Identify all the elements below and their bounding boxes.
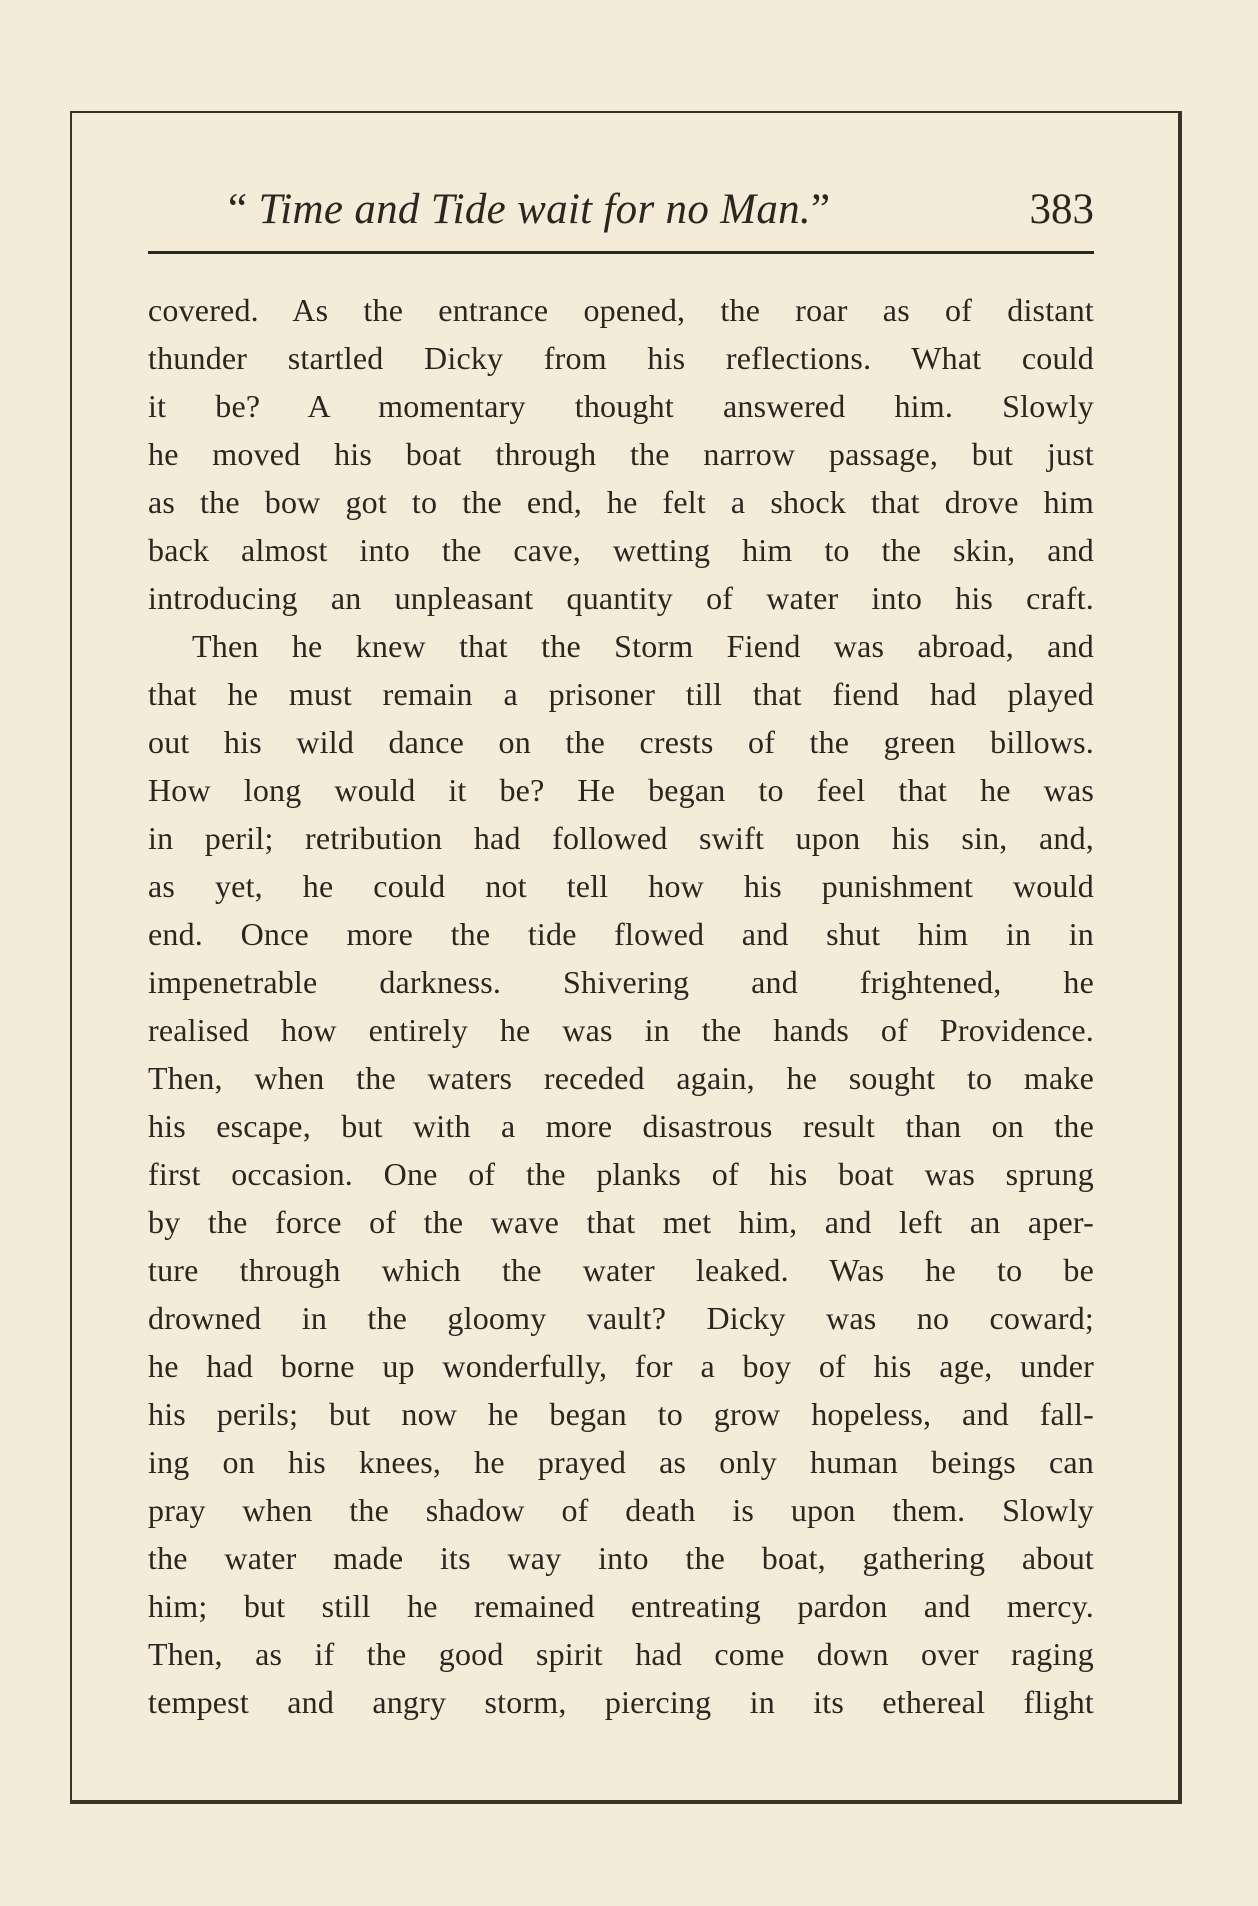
text-line: his escape, but with a more disastrous result than on the [148,1108,1094,1144]
text-line: as yet, he could not tell how his punishment would [148,868,1094,904]
text-line: end. Once more the tide flowed and shut him in in [148,916,1094,952]
text-line: the water made its way into the boat, gathering about [148,1540,1094,1576]
text-line: drowned in the gloomy vault? Dicky was no coward; [148,1300,1094,1336]
text-line: covered. As the entrance opened, the roar as of distant [148,292,1094,328]
page-number: 383 [1029,186,1094,233]
text-line: he had borne up wonderfully, for a boy of his age, under [148,1348,1094,1384]
text-line: in peril; retribution had followed swift upon his sin, and, [148,820,1094,856]
text-line: Then, when the waters receded again, he sought to make [148,1060,1094,1096]
text-line: first occasion. One of the planks of his boat was sprung [148,1156,1094,1192]
page-border-bottom-shadow [70,1802,1182,1804]
text-line: it be? A momentary thought answered him. Slowly [148,388,1094,424]
running-title [228,184,830,236]
title-text: Time and Tide wait for no Man. [258,186,811,233]
title-close-quote: ” [810,186,831,233]
text-line: thunder startled Dicky from his reflections. What could [148,340,1094,376]
text-line: How long would it be? He began to feel that he was [148,772,1094,808]
text-line: ing on his knees, he prayed as only human beings can [148,1444,1094,1480]
text-line: his perils; but now he began to grow hopeless, and fall- [148,1396,1094,1432]
title-open-quote: “ [228,186,248,233]
text-line: him; but still he remained entreating pardon and mercy. [148,1588,1094,1624]
text-line: as the bow got to the end, he felt a shock that drove him [148,484,1094,520]
text-line: that he must remain a prisoner till that fiend had played [148,676,1094,712]
text-line: tempest and angry storm, piercing in its ethereal flight [148,1684,1094,1720]
text-line: back almost into the cave, wetting him to the skin, and [148,532,1094,568]
text-line: introducing an unpleasant quantity of water into his craft. [148,580,1094,616]
text-line: out his wild dance on the crests of the green billows. [148,724,1094,760]
text-line: by the force of the wave that met him, and left an aper- [148,1204,1094,1240]
text-line: Then, as if the good spirit had come down over raging [148,1636,1094,1672]
body-text [148,286,1094,1726]
header-rule [148,251,1094,254]
text-line: impenetrable darkness. Shivering and frightened, he [148,964,1094,1000]
page-border-right-shadow [1180,111,1182,1804]
running-header [148,170,1094,250]
text-line: he moved his boat through the narrow passage, but just [148,436,1094,472]
text-line: realised how entirely he was in the hands of Providence. [148,1012,1094,1048]
text-line: ture through which the water leaked. Was he to be [148,1252,1094,1288]
text-line: Then he knew that the Storm Fiend was abroad, and [192,628,1094,664]
text-line: pray when the shadow of death is upon them. Slowly [148,1492,1094,1528]
